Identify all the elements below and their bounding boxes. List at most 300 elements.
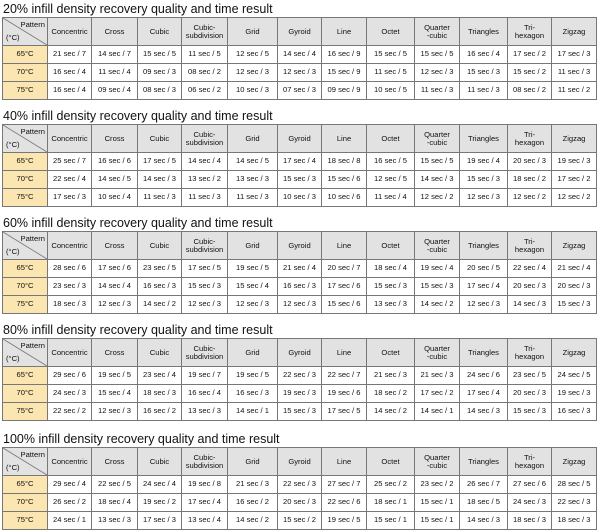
column-header: Concentric — [48, 448, 92, 476]
column-header: Grid — [228, 339, 278, 367]
header-row — [3, 339, 597, 367]
result-cell: 06 sec / 2 — [182, 82, 228, 100]
section-title: 20% infill density recovery quality and time result — [3, 2, 273, 16]
result-cell: 23 sec / 5 — [138, 260, 182, 278]
result-cell: 16 sec / 3 — [552, 403, 597, 421]
table-row — [3, 403, 597, 421]
table-row — [3, 171, 597, 189]
column-header: Cubic- subdivision — [182, 448, 228, 476]
result-cell: 12 sec / 2 — [552, 189, 597, 207]
result-cell: 14 sec / 3 — [138, 171, 182, 189]
result-cell: 16 sec / 9 — [322, 46, 367, 64]
result-cell: 16 sec / 2 — [228, 494, 278, 512]
temperature-label: 65°C — [3, 476, 48, 494]
result-cell: 12 sec / 2 — [508, 189, 552, 207]
result-cell: 14 sec / 3 — [415, 171, 460, 189]
result-cell: 14 sec / 2 — [367, 403, 415, 421]
result-cell: 13 sec / 2 — [182, 171, 228, 189]
result-cell: 11 sec / 2 — [552, 82, 597, 100]
result-cell: 19 sec / 5 — [228, 260, 278, 278]
temperature-label: 65°C — [3, 153, 48, 171]
result-cell: 15 sec / 4 — [92, 385, 138, 403]
result-cell: 17 sec / 2 — [415, 385, 460, 403]
result-cell: 17 sec / 3 — [138, 512, 182, 530]
result-cell: 08 sec / 3 — [138, 82, 182, 100]
result-cell: 19 sec / 5 — [228, 367, 278, 385]
result-cell: 14 sec / 5 — [92, 171, 138, 189]
results-section — [0, 216, 591, 314]
result-cell: 21 sec / 4 — [278, 260, 322, 278]
result-cell: 24 sec / 6 — [460, 367, 508, 385]
result-cell: 19 sec / 5 — [322, 512, 367, 530]
result-cell: 10 sec / 3 — [228, 82, 278, 100]
temperature-label: 75°C — [3, 82, 48, 100]
column-header: Gyroid — [278, 18, 322, 46]
result-cell: 12 sec / 5 — [367, 171, 415, 189]
column-header: Cross — [92, 232, 138, 260]
result-cell: 18 sec / 2 — [508, 171, 552, 189]
result-cell: 11 sec / 5 — [367, 64, 415, 82]
column-header: Cubic- subdivision — [182, 339, 228, 367]
column-header: Line — [322, 232, 367, 260]
result-cell: 29 sec / 4 — [48, 476, 92, 494]
results-section — [0, 432, 591, 530]
result-cell: 17 sec / 5 — [138, 153, 182, 171]
result-cell: 18 sec / 3 — [508, 512, 552, 530]
header-row — [3, 125, 597, 153]
result-cell: 15 sec / 3 — [278, 171, 322, 189]
results-section — [0, 2, 591, 100]
column-header: Zigzag — [552, 232, 597, 260]
result-cell: 15 sec / 4 — [228, 278, 278, 296]
column-header: Cubic — [138, 232, 182, 260]
corner-label-unit: (°C) — [6, 32, 20, 42]
column-header: Tri- hexagon — [508, 125, 552, 153]
result-cell: 21 sec / 3 — [228, 476, 278, 494]
result-cell: 14 sec / 3 — [508, 296, 552, 314]
column-header: Grid — [228, 125, 278, 153]
column-header: Cross — [92, 448, 138, 476]
result-cell: 08 sec / 2 — [182, 64, 228, 82]
result-cell: 19 sec / 4 — [460, 153, 508, 171]
column-header: Octet — [367, 339, 415, 367]
section-title: 100% infill density recovery quality and time result — [3, 432, 280, 446]
result-cell: 12 sec / 3 — [228, 296, 278, 314]
result-cell: 15 sec / 3 — [415, 278, 460, 296]
corner-label-unit: (°C) — [6, 139, 20, 149]
result-cell: 16 sec / 3 — [228, 385, 278, 403]
result-cell: 23 sec / 4 — [138, 367, 182, 385]
column-header: Octet — [367, 232, 415, 260]
table-row — [3, 494, 597, 512]
column-header: Tri- hexagon — [508, 448, 552, 476]
result-cell: 15 sec / 6 — [322, 171, 367, 189]
corner-label-unit: (°C) — [6, 246, 20, 256]
result-cell: 15 sec / 6 — [322, 296, 367, 314]
column-header: Cubic — [138, 448, 182, 476]
result-cell: 12 sec / 3 — [92, 296, 138, 314]
result-cell: 12 sec / 5 — [228, 46, 278, 64]
result-cell: 20 sec / 3 — [508, 153, 552, 171]
pattern-temperature-corner — [3, 339, 48, 367]
column-header: Cubic- subdivision — [182, 18, 228, 46]
result-cell: 13 sec / 3 — [367, 296, 415, 314]
table-row — [3, 82, 597, 100]
result-cell: 15 sec / 5 — [138, 46, 182, 64]
result-cell: 18 sec / 3 — [138, 385, 182, 403]
corner-label-pattern: Pattern — [20, 20, 45, 29]
result-cell: 24 sec / 5 — [552, 367, 597, 385]
result-cell: 19 sec / 3 — [552, 385, 597, 403]
result-cell: 25 sec / 7 — [48, 153, 92, 171]
result-cell: 09 sec / 4 — [92, 82, 138, 100]
result-cell: 18 sec / 3 — [48, 296, 92, 314]
result-cell: 23 sec / 5 — [508, 367, 552, 385]
result-cell: 11 sec / 4 — [367, 189, 415, 207]
column-header: Cubic — [138, 125, 182, 153]
result-cell: 15 sec / 1 — [367, 512, 415, 530]
column-header: Grid — [228, 448, 278, 476]
column-header: Concentric — [48, 339, 92, 367]
result-cell: 11 sec / 5 — [182, 46, 228, 64]
result-cell: 22 sec / 7 — [322, 367, 367, 385]
result-cell: 21 sec / 3 — [415, 367, 460, 385]
column-header: Quarter -cubic — [415, 18, 460, 46]
result-cell: 21 sec / 3 — [367, 367, 415, 385]
result-cell: 24 sec / 1 — [48, 512, 92, 530]
result-cell: 26 sec / 2 — [48, 494, 92, 512]
column-header: Zigzag — [552, 125, 597, 153]
table-row — [3, 153, 597, 171]
result-cell: 16 sec / 3 — [278, 278, 322, 296]
column-header: Triangles — [460, 18, 508, 46]
result-cell: 24 sec / 3 — [48, 385, 92, 403]
temperature-label: 75°C — [3, 296, 48, 314]
result-cell: 10 sec / 6 — [322, 189, 367, 207]
result-cell: 22 sec / 2 — [48, 403, 92, 421]
column-header: Cubic- subdivision — [182, 232, 228, 260]
column-header: Gyroid — [278, 232, 322, 260]
result-cell: 23 sec / 2 — [415, 476, 460, 494]
temperature-label: 70°C — [3, 171, 48, 189]
result-cell: 22 sec / 4 — [508, 260, 552, 278]
result-cell: 13 sec / 4 — [182, 512, 228, 530]
column-header: Zigzag — [552, 448, 597, 476]
result-cell: 15 sec / 5 — [415, 46, 460, 64]
section-title: 60% infill density recovery quality and time result — [3, 216, 273, 230]
result-cell: 16 sec / 3 — [138, 278, 182, 296]
temperature-label: 65°C — [3, 260, 48, 278]
corner-label-unit: (°C) — [6, 353, 20, 363]
result-cell: 12 sec / 3 — [460, 189, 508, 207]
result-cell: 14 sec / 1 — [415, 403, 460, 421]
column-header: Cubic — [138, 339, 182, 367]
column-header: Quarter -cubic — [415, 232, 460, 260]
temperature-label: 70°C — [3, 64, 48, 82]
result-cell: 10 sec / 4 — [92, 189, 138, 207]
result-cell: 11 sec / 3 — [228, 189, 278, 207]
column-header: Tri- hexagon — [508, 18, 552, 46]
results-section — [0, 323, 591, 421]
corner-label-pattern: Pattern — [20, 234, 45, 243]
column-header: Concentric — [48, 18, 92, 46]
result-cell: 14 sec / 3 — [460, 403, 508, 421]
result-cell: 22 sec / 4 — [48, 171, 92, 189]
result-cell: 19 sec / 4 — [415, 260, 460, 278]
result-cell: 22 sec / 3 — [278, 367, 322, 385]
result-cell: 16 sec / 6 — [92, 153, 138, 171]
column-header: Gyroid — [278, 125, 322, 153]
result-cell: 12 sec / 3 — [415, 64, 460, 82]
results-table — [2, 17, 597, 100]
result-cell: 16 sec / 4 — [460, 46, 508, 64]
result-cell: 15 sec / 3 — [182, 278, 228, 296]
column-header: Gyroid — [278, 448, 322, 476]
result-cell: 14 sec / 7 — [92, 46, 138, 64]
result-cell: 17 sec / 5 — [182, 260, 228, 278]
result-cell: 17 sec / 4 — [182, 494, 228, 512]
result-cell: 20 sec / 5 — [460, 260, 508, 278]
pattern-temperature-corner — [3, 448, 48, 476]
result-cell: 14 sec / 2 — [138, 296, 182, 314]
column-header: Triangles — [460, 125, 508, 153]
temperature-label: 65°C — [3, 367, 48, 385]
result-cell: 26 sec / 7 — [460, 476, 508, 494]
result-cell: 12 sec / 3 — [92, 403, 138, 421]
result-cell: 21 sec / 7 — [48, 46, 92, 64]
result-cell: 18 sec / 4 — [92, 494, 138, 512]
result-cell: 16 sec / 4 — [48, 82, 92, 100]
result-cell: 19 sec / 3 — [552, 153, 597, 171]
table-row — [3, 367, 597, 385]
pattern-temperature-corner — [3, 232, 48, 260]
result-cell: 12 sec / 3 — [278, 296, 322, 314]
result-cell: 10 sec / 5 — [367, 82, 415, 100]
table-row — [3, 260, 597, 278]
result-cell: 13 sec / 3 — [182, 403, 228, 421]
result-cell: 17 sec / 5 — [322, 403, 367, 421]
result-cell: 15 sec / 1 — [415, 494, 460, 512]
result-cell: 23 sec / 3 — [48, 278, 92, 296]
temperature-label: 70°C — [3, 278, 48, 296]
result-cell: 16 sec / 2 — [138, 403, 182, 421]
corner-label-pattern: Pattern — [20, 450, 45, 459]
column-header: Grid — [228, 18, 278, 46]
result-cell: 15 sec / 9 — [322, 64, 367, 82]
result-cell: 13 sec / 3 — [228, 171, 278, 189]
corner-label-pattern: Pattern — [20, 127, 45, 136]
table-row — [3, 64, 597, 82]
column-header: Quarter -cubic — [415, 448, 460, 476]
result-cell: 14 sec / 2 — [415, 296, 460, 314]
result-cell: 20 sec / 3 — [278, 494, 322, 512]
result-cell: 15 sec / 5 — [415, 153, 460, 171]
result-cell: 15 sec / 1 — [415, 512, 460, 530]
column-header: Line — [322, 125, 367, 153]
result-cell: 11 sec / 3 — [460, 82, 508, 100]
table-row — [3, 46, 597, 64]
result-cell: 14 sec / 4 — [92, 278, 138, 296]
result-cell: 20 sec / 3 — [508, 278, 552, 296]
result-cell: 12 sec / 3 — [182, 296, 228, 314]
result-cell: 17 sec / 4 — [278, 153, 322, 171]
result-cell: 17 sec / 6 — [322, 278, 367, 296]
temperature-label: 75°C — [3, 403, 48, 421]
column-header: Tri- hexagon — [508, 339, 552, 367]
result-cell: 20 sec / 3 — [508, 385, 552, 403]
result-cell: 19 sec / 6 — [322, 385, 367, 403]
result-cell: 29 sec / 6 — [48, 367, 92, 385]
result-cell: 20 sec / 7 — [322, 260, 367, 278]
pattern-temperature-corner — [3, 125, 48, 153]
column-header: Octet — [367, 18, 415, 46]
result-cell: 08 sec / 2 — [508, 82, 552, 100]
result-cell: 15 sec / 5 — [367, 46, 415, 64]
result-cell: 18 sec / 4 — [367, 260, 415, 278]
result-cell: 15 sec / 3 — [508, 403, 552, 421]
result-cell: 17 sec / 6 — [92, 260, 138, 278]
result-cell: 14 sec / 1 — [228, 403, 278, 421]
column-header: Concentric — [48, 125, 92, 153]
result-cell: 18 sec / 5 — [460, 494, 508, 512]
section-title: 40% infill density recovery quality and time result — [3, 109, 273, 123]
column-header: Quarter -cubic — [415, 125, 460, 153]
pattern-temperature-corner — [3, 18, 48, 46]
column-header: Zigzag — [552, 18, 597, 46]
table-row — [3, 278, 597, 296]
column-header: Line — [322, 339, 367, 367]
result-cell: 11 sec / 3 — [415, 82, 460, 100]
result-cell: 14 sec / 2 — [228, 512, 278, 530]
result-cell: 19 sec / 8 — [182, 476, 228, 494]
result-cell: 19 sec / 2 — [138, 494, 182, 512]
result-cell: 18 sec / 2 — [367, 385, 415, 403]
table-row — [3, 189, 597, 207]
result-cell: 21 sec / 4 — [552, 260, 597, 278]
column-header: Cross — [92, 18, 138, 46]
result-cell: 09 sec / 9 — [322, 82, 367, 100]
column-header: Cross — [92, 125, 138, 153]
result-cell: 12 sec / 2 — [415, 189, 460, 207]
result-cell: 16 sec / 5 — [367, 153, 415, 171]
temperature-label: 65°C — [3, 46, 48, 64]
result-cell: 16 sec / 4 — [48, 64, 92, 82]
result-cell: 17 sec / 2 — [552, 171, 597, 189]
column-header: Triangles — [460, 232, 508, 260]
result-cell: 10 sec / 3 — [278, 189, 322, 207]
result-cell: 24 sec / 3 — [508, 494, 552, 512]
result-cell: 14 sec / 5 — [228, 153, 278, 171]
column-header: Octet — [367, 448, 415, 476]
column-header: Gyroid — [278, 339, 322, 367]
result-cell: 17 sec / 4 — [460, 278, 508, 296]
result-cell: 17 sec / 4 — [460, 385, 508, 403]
result-cell: 14 sec / 4 — [182, 153, 228, 171]
temperature-label: 75°C — [3, 189, 48, 207]
column-header: Grid — [228, 232, 278, 260]
temperature-label: 70°C — [3, 385, 48, 403]
result-cell: 17 sec / 2 — [508, 46, 552, 64]
results-table — [2, 447, 597, 530]
results-table — [2, 231, 597, 314]
column-header: Cubic — [138, 18, 182, 46]
header-row — [3, 18, 597, 46]
result-cell: 17 sec / 3 — [48, 189, 92, 207]
temperature-label: 75°C — [3, 512, 48, 530]
result-cell: 28 sec / 6 — [48, 260, 92, 278]
column-header: Zigzag — [552, 339, 597, 367]
result-cell: 11 sec / 3 — [182, 189, 228, 207]
result-cell: 22 sec / 5 — [92, 476, 138, 494]
corner-label-unit: (°C) — [6, 462, 20, 472]
result-cell: 15 sec / 3 — [552, 296, 597, 314]
result-cell: 15 sec / 3 — [367, 278, 415, 296]
result-cell: 11 sec / 4 — [92, 64, 138, 82]
column-header: Triangles — [460, 448, 508, 476]
results-section — [0, 109, 591, 207]
column-header: Quarter -cubic — [415, 339, 460, 367]
result-cell: 14 sec / 3 — [460, 512, 508, 530]
result-cell: 16 sec / 4 — [182, 385, 228, 403]
results-table — [2, 124, 597, 207]
corner-label-pattern: Pattern — [20, 341, 45, 350]
table-row — [3, 512, 597, 530]
result-cell: 17 sec / 3 — [552, 46, 597, 64]
result-cell: 19 sec / 3 — [278, 385, 322, 403]
result-cell: 19 sec / 5 — [92, 367, 138, 385]
result-cell: 09 sec / 3 — [138, 64, 182, 82]
result-cell: 22 sec / 6 — [322, 494, 367, 512]
result-cell: 25 sec / 2 — [367, 476, 415, 494]
result-cell: 12 sec / 3 — [278, 64, 322, 82]
result-cell: 13 sec / 3 — [92, 512, 138, 530]
result-cell: 24 sec / 4 — [138, 476, 182, 494]
header-row — [3, 232, 597, 260]
result-cell: 15 sec / 2 — [278, 512, 322, 530]
column-header: Cross — [92, 339, 138, 367]
column-header: Tri- hexagon — [508, 232, 552, 260]
result-cell: 12 sec / 3 — [460, 296, 508, 314]
result-cell: 27 sec / 7 — [322, 476, 367, 494]
result-cell: 11 sec / 3 — [138, 189, 182, 207]
table-row — [3, 385, 597, 403]
result-cell: 14 sec / 4 — [278, 46, 322, 64]
column-header: Line — [322, 448, 367, 476]
result-cell: 15 sec / 3 — [460, 64, 508, 82]
header-row — [3, 448, 597, 476]
column-header: Octet — [367, 125, 415, 153]
result-cell: 15 sec / 3 — [460, 171, 508, 189]
results-table — [2, 338, 597, 421]
temperature-label: 70°C — [3, 494, 48, 512]
result-cell: 18 sec / 1 — [367, 494, 415, 512]
result-cell: 12 sec / 3 — [228, 64, 278, 82]
column-header: Triangles — [460, 339, 508, 367]
result-cell: 20 sec / 3 — [552, 278, 597, 296]
result-cell: 15 sec / 2 — [508, 64, 552, 82]
result-cell: 22 sec / 3 — [552, 494, 597, 512]
column-header: Cubic- subdivision — [182, 125, 228, 153]
result-cell: 22 sec / 3 — [278, 476, 322, 494]
result-cell: 07 sec / 3 — [278, 82, 322, 100]
result-cell: 11 sec / 3 — [552, 64, 597, 82]
result-cell: 18 sec / 3 — [552, 512, 597, 530]
result-cell: 28 sec / 5 — [552, 476, 597, 494]
column-header: Concentric — [48, 232, 92, 260]
result-cell: 19 sec / 7 — [182, 367, 228, 385]
result-cell: 15 sec / 3 — [278, 403, 322, 421]
column-header: Line — [322, 18, 367, 46]
